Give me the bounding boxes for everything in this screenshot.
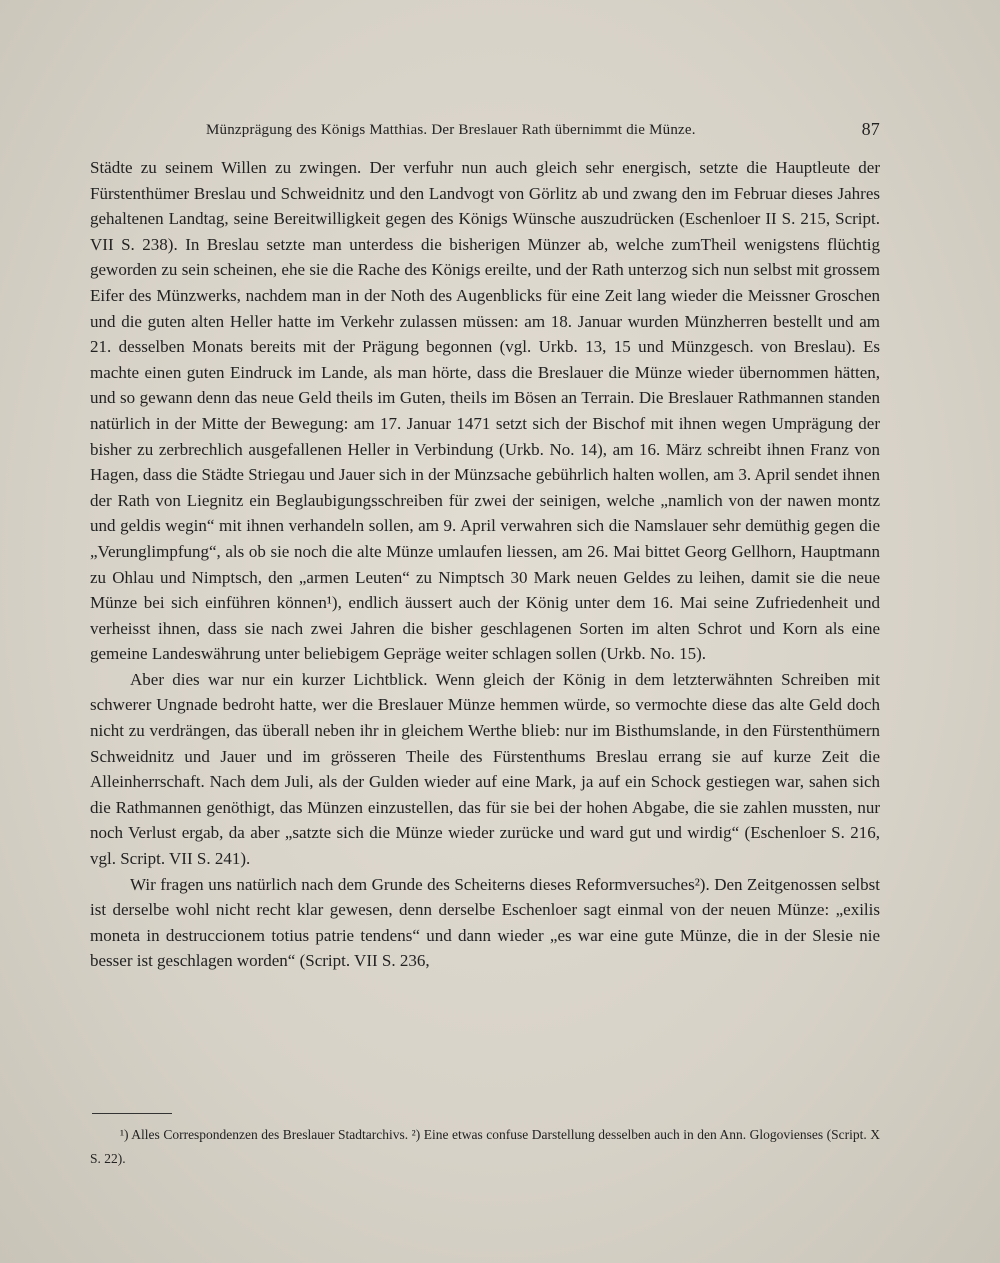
running-title: Münzprägung des Königs Matthias. Der Breslauer Rath übernimmt die Münze. bbox=[206, 122, 696, 138]
paragraph-1: Städte zu seinem Willen zu zwingen. Der verfuhr nun auch gleich sehr energisch, setzte die Hauptleute der Fürstenthümer Breslau und Schweidnitz und den Landvogt von Görlitz ab und zwang den im Februar dieses Jahres gehaltenen Landtag, seine Bereitwilligkeit gegen des Königs Wünsche auszudrücken (Eschenloer II S. 215, Script. VII S. 238). In Breslau setzte man unterdess die bisherigen Münzer ab, welche zumTheil wenigstens flüchtig geworden zu sein scheinen, ehe sie die Rache des Königs ereilte, und der Rath unterzog sich nun selbst mit grossem Eifer des Münzwerks, nachdem man in der Noth des Augenblicks für eine Zeit lang wieder die Meissner Groschen und die guten alten Heller hatte im Verkehr zulassen müssen: am 18. Januar wurden Münzherren bestellt und am 21. desselben Monats bereits mit der Prägung begonnen (vgl. Urkb. 13, 15 und Münzgesch. von Breslau). Es machte einen guten Eindruck im Lande, als man hörte, dass die Breslauer die Münze wieder übernommen hätten, und so gewann denn das neue Geld theils im Guten, theils im Bösen an Terrain. Die Breslauer Rathmannen standen natürlich in der Mitte der Bewegung: am 17. Januar 1471 setzt sich der Bischof mit ihnen wegen Umprägung der bisher zu zerbrechlich ausgefallenen Heller in Verbindung (Urkb. No. 14), am 16. März schreibt ihnen Franz von Hagen, dass die Städte Striegau und Jauer sich in der Münzsache gebührlich halten wollen, am 3. April sendet ihnen der Rath von Liegnitz ein Beglaubigungsschreiben für zwei der seinigen, welche „namlich von der nawen montz und geldis wegin“ mit ihnen verhandeln sollen, am 9. April verwahren sich die Namslauer sehr demüthig gegen die „Verunglimpfung“, als ob sie noch die alte Münze umlaufen liessen, am 26. Mai bittet Georg Gellhorn, Hauptmann zu Ohlau und Nimptsch, den „armen Leuten“ zu Nimptsch 30 Mark neuen Geldes zu leihen, damit sie die neue Münze bei sich einführen können¹), endlich äussert auch der König unter dem 16. Mai seine Zufriedenheit und verheisst ihnen, dass sie nach zwei Jahren die bisher geschlagenen Sorten im alten Schrot und Korn als eine gemeine Landeswährung unter beliebigem Gepräge weiter schlagen sollen (Urkb. No. 15). bbox=[90, 158, 880, 664]
footnote-divider bbox=[92, 1113, 172, 1114]
page-number: 87 bbox=[861, 119, 880, 139]
footnote-2: ²) Eine etwas confuse Darstellung desselben auch in den Ann. Glogovienses (Script. X S. 22). bbox=[90, 1127, 881, 1166]
running-header bbox=[90, 119, 880, 145]
main-text bbox=[90, 155, 880, 974]
paragraph-2: Aber dies war nur ein kurzer Lichtblick. Wenn gleich der König in dem letzterwähnten Schreiben mit schwerer Ungnade bedroht hatte, wer die Breslauer Münze hemmen würde, so vermochte diese das alte Geld doch nicht zu verdrängen, das überall neben ihr in gleichem Werthe blieb: nur im Bisthumslande, in den Fürstenthümern Schweidnitz und Jauer und im grösseren Theile des Fürstenthums Breslau errang sie auf kurze Zeit die Alleinherrschaft. Nach dem Juli, als der Gulden wieder auf eine Mark, ja auf ein Schock gestiegen war, sahen sich die Rathmannen genöthigt, das Münzen einzustellen, das für sie bei der hohen Abgabe, die sie zahlen mussten, nur noch Verlust ergab, da aber „satzte sich die Münze wieder zurücke und ward gut und wirdig“ (Eschenloer S. 216, vgl. Script. VII S. 241). bbox=[90, 669, 880, 869]
footnote-1: ¹) Alles Correspondenzen des Breslauer Stadtarchivs. bbox=[120, 1127, 409, 1142]
paragraph-3: Wir fragen uns natürlich nach dem Grunde des Scheiterns dieses Reformversuches²). Den Zeitgenossen selbst ist derselbe wohl nicht recht klar gewesen, denn derselbe Eschenloer sagt einmal von der neuen Münze: „exilis moneta in destruccionem totius patrie tendens“ und dann wieder „es war eine gute Münze, die in der Slesie nie besser ist geschlagen worden“ (Script. VII S. 236, bbox=[90, 874, 880, 971]
footnotes bbox=[90, 1123, 880, 1171]
